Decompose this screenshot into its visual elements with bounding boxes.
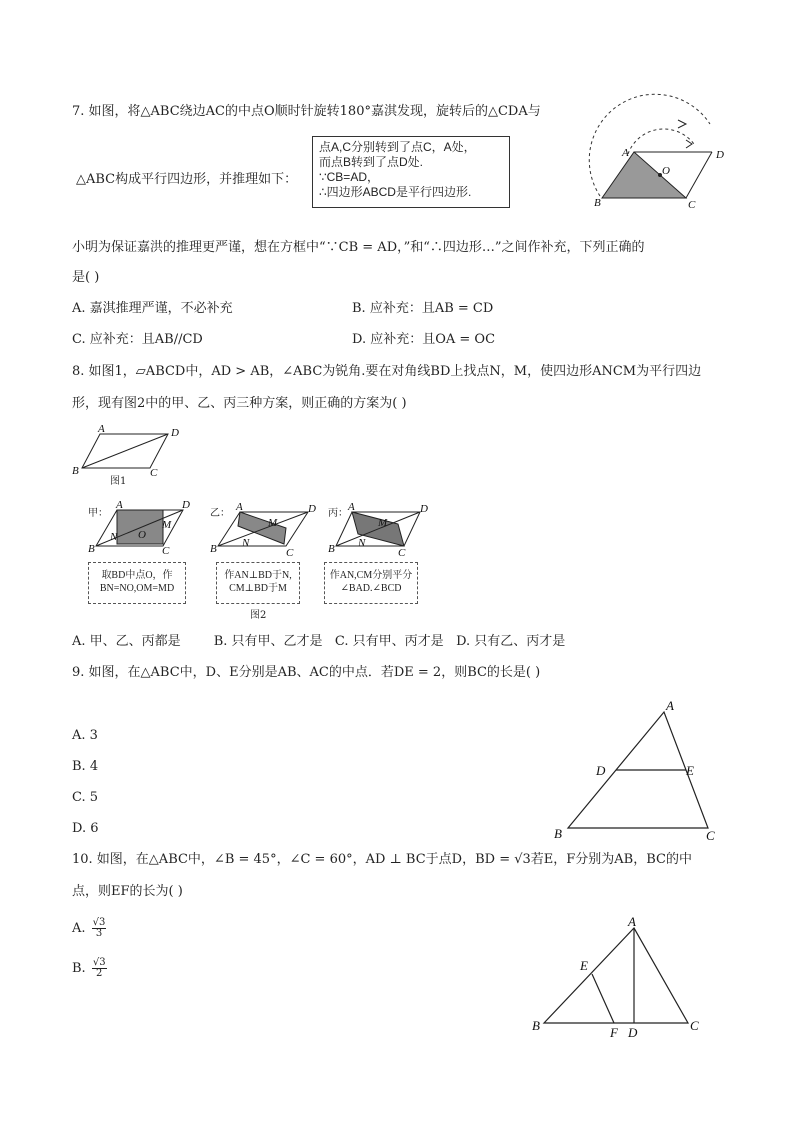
q8-bing-label-a: A	[348, 501, 355, 513]
q8-plan-yi-note	[216, 562, 300, 604]
q8-bing-label-m: M	[378, 517, 388, 529]
q7-fig-label-a: A	[622, 147, 629, 159]
q8-jia-label-d: D	[182, 499, 190, 511]
q9-fig-label-c: C	[706, 828, 715, 843]
q8-yi-label-c: C	[286, 547, 294, 559]
q10-fig-label-f: F	[610, 1025, 618, 1040]
q8-fig1-label-d: D	[171, 427, 179, 439]
q10-option-b-prefix: B.	[72, 961, 86, 976]
q8-yi-label-m: M	[268, 517, 278, 529]
q9-option-c[interactable]: C. 5	[72, 790, 99, 805]
q8-bing-note-2: ∠BAD.∠BCD	[340, 583, 402, 594]
q8-bing-label-c: C	[398, 547, 406, 559]
q9-fig-label-b: B	[554, 826, 562, 841]
q8-plan-bing-figure	[326, 500, 436, 558]
q10-option-b-num: √3	[92, 957, 106, 968]
q8-bing-label-tag: 丙：	[328, 508, 348, 519]
q7-stem: 7. 如图，将△ABC绕边AC的中点O顺时针旋转180°嘉淇发现，旋转后的△CDA与	[72, 104, 541, 119]
q8-yi-label-b: B	[210, 543, 217, 555]
q10-fig-label-c: C	[690, 1018, 699, 1033]
q9-option-d[interactable]: D. 6	[72, 821, 99, 836]
q8-jia-label-a: A	[116, 499, 123, 511]
q10-stem-1: 10. 如图，在△ABC中，∠B = 45°，∠C = 60°，AD ⊥ BC于点D，BD = √3若E，F分别为AB，BC的中	[72, 852, 692, 867]
q8-yi-label-d: D	[308, 503, 316, 515]
q8-plan-jia-figure	[86, 500, 196, 558]
q10-fig-label-a: A	[628, 914, 636, 929]
q10-stem-2: 点，则EF的长为( )	[72, 884, 183, 899]
q7-left-text: △ABC构成平行四边形，并推理如下：	[76, 172, 298, 187]
q8-options[interactable]: A. 甲、乙、丙都是 B. 只有甲、乙才是 C. 只有甲、丙才是 D. 只有乙、丙才是	[72, 634, 566, 649]
q7-option-c[interactable]: C. 应补充：且AB//CD	[72, 332, 203, 347]
q9-figure	[550, 698, 730, 843]
q8-yi-label-a: A	[236, 501, 243, 513]
q10-option-a-den: 3	[95, 928, 103, 939]
q7-box-line-4: ∴四边形ABCD是平行四边形.	[319, 185, 472, 199]
q8-bing-note-1: 作AN,CM分别平分	[329, 570, 413, 581]
q8-fig1-caption: 图1	[110, 476, 127, 487]
q10-option-b-den: 2	[96, 968, 103, 979]
q7-fig-label-c: C	[688, 199, 696, 211]
q9-fig-label-d: D	[596, 763, 606, 778]
q10-fig-label-d: D	[628, 1025, 638, 1040]
q8-stem-1: 8. 如图1，▱ABCD中，AD > AB，∠ABC为锐角.要在对角线BD上找点N，M，使四边形ANCM为平行四边	[72, 364, 702, 379]
q10-option-a-num: √3	[92, 917, 106, 928]
q8-jia-label-b: B	[88, 543, 95, 555]
q8-jia-label-tag: 甲：	[88, 508, 108, 519]
q10-fig-label-b: B	[532, 1018, 540, 1033]
q10-figure	[528, 914, 718, 1048]
q7-followup-2: 是( )	[72, 270, 100, 285]
q7-box-line-1: 点A,C分别转到了点C，A处，	[319, 140, 476, 154]
q7-option-b[interactable]: B. 应补充：且AB = CD	[352, 301, 494, 316]
q10-option-a-prefix: A.	[72, 921, 86, 936]
q7-option-d[interactable]: D. 应补充：且OA = OC	[352, 332, 496, 347]
q10-option-b-fraction	[92, 958, 107, 979]
q10-option-a[interactable]	[72, 914, 106, 944]
q7-box-line-3: ∵CB=AD，	[319, 170, 379, 184]
q8-bing-label-b: B	[328, 543, 335, 555]
q8-stem-2: 形，现有图2中的甲、乙、丙三种方案，则正确的方案为( )	[72, 396, 407, 411]
q7-fig-label-d: D	[716, 149, 724, 161]
q7-box-line-2: 而点B转到了点D处.	[319, 155, 424, 169]
q9-fig-label-e: E	[686, 763, 694, 778]
q7-reasoning-box	[312, 136, 510, 208]
q8-yi-note-2: CM⊥BD于M	[229, 583, 287, 594]
q8-yi-note-1: 作AN⊥BD于N,	[224, 570, 292, 581]
q9-fig-label-a: A	[666, 698, 674, 713]
q8-bing-label-n: N	[358, 537, 366, 549]
q8-jia-label-m: M	[162, 519, 172, 531]
q9-option-b[interactable]: B. 4	[72, 759, 99, 774]
q8-jia-note-1: 取BD中点O，作	[101, 570, 173, 581]
q8-jia-label-c: C	[162, 545, 170, 557]
q8-yi-label-n: N	[242, 537, 250, 549]
q8-jia-note-2: BN=NO,OM=MD	[99, 583, 175, 594]
q7-fig-label-o: O	[662, 165, 670, 177]
q10-fig-label-e: E	[580, 958, 588, 973]
q8-jia-label-n: N	[110, 531, 118, 543]
q9-stem: 9. 如图，在△ABC中，D、E分别是AB、AC的中点．若DE = 2，则BC的长是( )	[72, 665, 541, 680]
q8-plan-jia-note	[88, 562, 186, 604]
q8-jia-label-o: O	[138, 529, 146, 541]
q10-option-a-fraction	[92, 918, 107, 939]
q8-bing-label-d: D	[420, 503, 428, 515]
q7-fig-label-b: B	[594, 197, 601, 209]
q8-plan-yi-figure	[208, 500, 318, 558]
q8-fig1-label-a: A	[98, 423, 105, 435]
q8-fig1-label-b: B	[72, 465, 79, 477]
q8-yi-label-tag: 乙：	[210, 508, 230, 519]
q10-option-b[interactable]	[72, 954, 107, 984]
q8-plan-bing-note	[324, 562, 418, 604]
q7-option-a[interactable]: A. 嘉淇推理严谨，不必补充	[72, 301, 233, 316]
q8-fig2-caption: 图2	[250, 610, 267, 621]
q8-fig1-label-c: C	[150, 467, 158, 479]
q9-option-a[interactable]: A. 3	[72, 728, 98, 743]
q7-followup-1: 小明为保证嘉洪的推理更严谨，想在方框中“∵CB = AD，”和“∴四边形…”之间作补充，下列正确的	[72, 240, 645, 255]
q8-figure-1	[70, 422, 190, 492]
q7-figure	[590, 104, 730, 214]
